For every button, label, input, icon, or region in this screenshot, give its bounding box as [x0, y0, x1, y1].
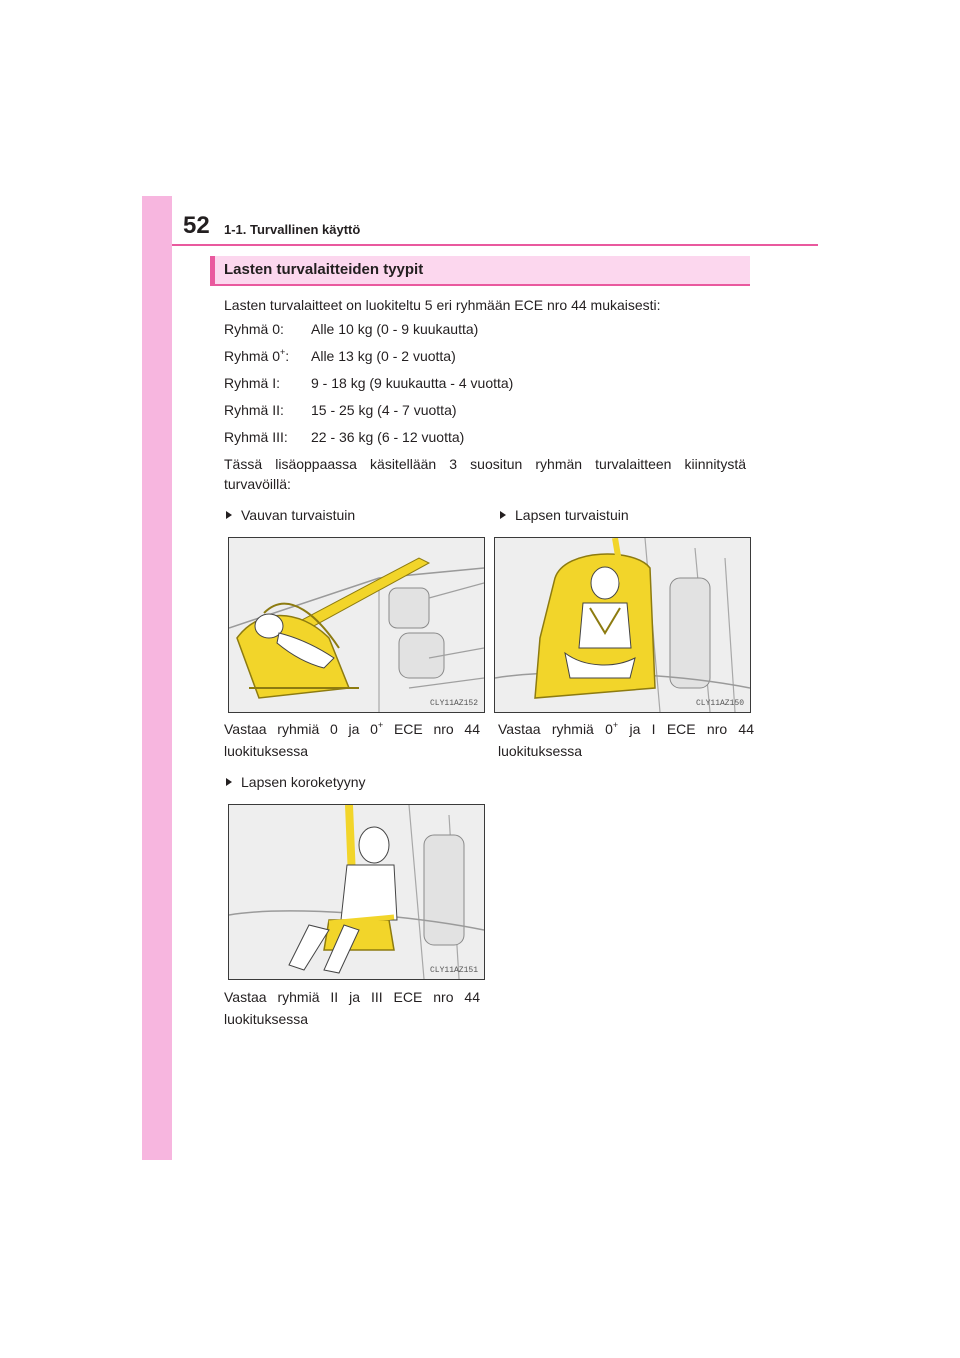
- group-name: Ryhmä III:: [224, 429, 288, 445]
- group-name: Ryhmä 0:: [224, 321, 284, 337]
- group-value: 15 - 25 kg (4 - 7 vuotta): [311, 402, 457, 418]
- caption-child-seat: Vastaa ryhmiä 0+ ja I ECE nro 44 luokituksessa: [498, 720, 755, 759]
- child-seat-illustration: [494, 537, 751, 713]
- booster-cushion-illustration: [228, 804, 485, 980]
- bullet-booster-cushion: [226, 773, 366, 791]
- bullet-child-seat: [500, 506, 629, 524]
- page-number: 52: [183, 212, 210, 239]
- bullet-label: Lapsen koroketyyny: [241, 774, 366, 790]
- group-name: Ryhmä II:: [224, 402, 284, 418]
- bullet-label: Vauvan turvaistuin: [241, 507, 356, 523]
- intro-paragraph: Lasten turvalaitteet on luokiteltu 5 eri ryhmään ECE nro 44 mukaisesti:: [224, 297, 661, 313]
- group-value: 9 - 18 kg (9 kuukautta - 4 vuotta): [311, 375, 514, 391]
- caption-baby-seat: Vastaa ryhmiä 0 ja 0+ ECE nro 44 luokituksessa: [224, 720, 480, 759]
- triangle-bullet-icon: [226, 778, 232, 786]
- group-value: Alle 10 kg (0 - 9 kuukautta): [311, 321, 479, 337]
- bullet-label: Lapsen turvaistuin: [515, 507, 629, 523]
- header-rule: [172, 244, 818, 246]
- bullet-baby-seat: [226, 506, 355, 524]
- illustration-code: CLY11AZ152: [429, 699, 478, 708]
- baby-seat-illustration: [228, 537, 485, 713]
- group-name: Ryhmä 0+:: [224, 347, 290, 364]
- illustration-code: CLY11AZ151: [429, 966, 478, 975]
- chapter-side-tab: [142, 196, 172, 1160]
- note-paragraph: Tässä lisäoppaassa käsitellään 3 suositun ryhmän turvalaitteen kiinnitystä turvavöillä:: [224, 456, 746, 492]
- illustration-code: CLY11AZ150: [695, 699, 744, 708]
- triangle-bullet-icon: [226, 511, 232, 519]
- group-value: 22 - 36 kg (6 - 12 vuotta): [311, 429, 465, 445]
- section-heading: Lasten turvalaitteiden tyypit: [224, 261, 424, 278]
- group-value: Alle 13 kg (0 - 2 vuotta): [311, 348, 456, 364]
- group-name: Ryhmä I:: [224, 375, 281, 391]
- section-heading-box: [210, 256, 750, 286]
- triangle-bullet-icon: [500, 511, 506, 519]
- caption-booster-cushion: Vastaa ryhmiä II ja III ECE nro 44 luokituksessa: [224, 989, 480, 1027]
- section-title: 1-1. Turvallinen käyttö: [224, 222, 361, 237]
